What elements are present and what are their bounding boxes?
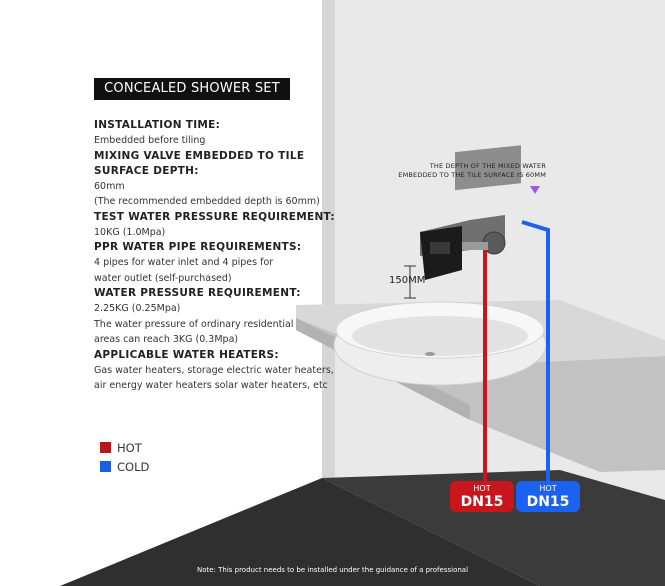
- spec-text: areas can reach 3KG (0.3Mpa): [94, 334, 239, 345]
- cold-tag-bottom: DN15: [526, 494, 570, 510]
- spec-list: [94, 118, 354, 394]
- spec-text: (The recommended embedded depth is 60mm): [94, 196, 320, 207]
- dimension-label: 150MM: [389, 275, 426, 286]
- spec-text: 10KG (1.0Mpa): [94, 226, 166, 238]
- spec-heading: WATER PRESSURE REQUIREMENT:: [94, 287, 301, 299]
- legend: [100, 438, 149, 476]
- spec-text: Embedded before tiling: [94, 135, 206, 146]
- spec-text: air energy water heaters solar water heaters, etc: [94, 380, 328, 391]
- faucet-screen: [430, 242, 450, 254]
- hot-tag-top: HOT: [473, 484, 491, 493]
- cold-pipe-tag: [516, 481, 580, 512]
- basin-inner: [352, 316, 528, 356]
- spec-heading: TEST WATER PRESSURE REQUIREMENT:: [94, 210, 335, 223]
- depth-callout: [360, 162, 546, 180]
- hot-tag-bottom: DN15: [460, 494, 504, 510]
- spec-text: 2.25KG (0.25Mpa): [94, 303, 181, 314]
- spec-heading: APPLICABLE WATER HEATERS:: [94, 348, 279, 361]
- spec-text: 60mm: [94, 180, 125, 192]
- spec-heading: PPR WATER PIPE REQUIREMENTS:: [94, 241, 302, 253]
- spec-text: Gas water heaters, storage electric water heaters,: [94, 364, 334, 376]
- legend-cold-label: COLD: [117, 459, 150, 474]
- hot-pipe-tag: [450, 481, 514, 512]
- footer-note: Note: This product needs to be installed under the guidance of a professional: [196, 566, 469, 574]
- hot-swatch: [100, 442, 111, 453]
- basin-drain: [425, 352, 435, 356]
- cold-tag-top: HOT: [539, 484, 557, 493]
- legend-hot: [100, 438, 149, 457]
- spec-text: 4 pipes for water inlet and 4 pipes for: [94, 257, 274, 268]
- spec-heading: MIXING VALVE EMBEDDED TO TILE: [94, 149, 305, 162]
- spec-heading: SURFACE DEPTH:: [94, 164, 199, 177]
- faucet-spout: [462, 242, 488, 250]
- depth-callout-line1: THE DEPTH OF THE MIXED WATER: [429, 162, 546, 170]
- spec-text: The water pressure of ordinary residential: [94, 318, 294, 330]
- legend-hot-label: HOT: [117, 440, 142, 455]
- spec-text: water outlet (self-purchased): [94, 272, 232, 284]
- page-title: CONCEALED SHOWER SET: [94, 78, 290, 100]
- cold-swatch: [100, 461, 111, 472]
- spec-heading: INSTALLATION TIME:: [94, 119, 221, 131]
- depth-callout-line2: EMBEDDED TO THE TILE SURFACE IS 60MM: [398, 171, 546, 179]
- legend-cold: [100, 457, 149, 476]
